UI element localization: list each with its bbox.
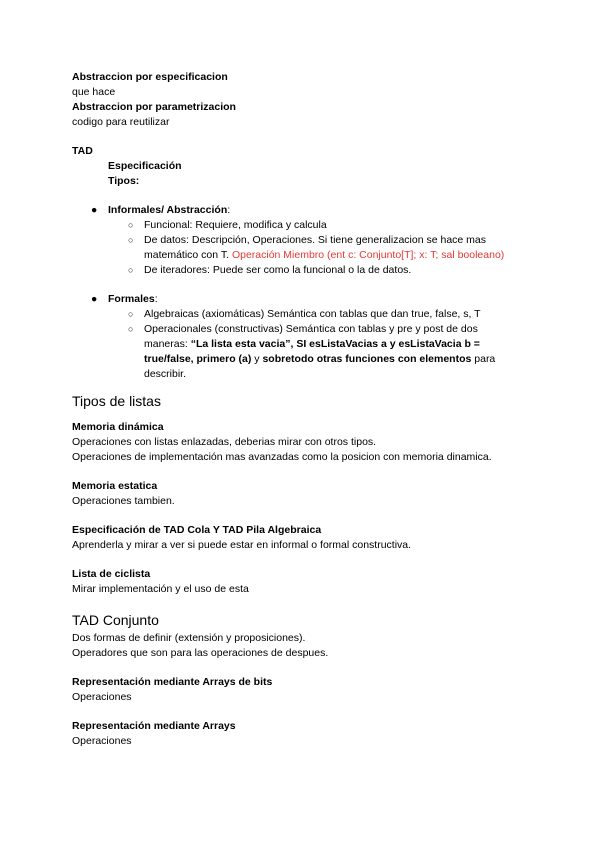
heading-tad-conjunto: TAD Conjunto	[72, 612, 159, 628]
heading-lista-ciclista: Lista de ciclista	[72, 568, 151, 580]
circle-bullet-icon: ○	[128, 265, 134, 275]
heading-tipos-listas: Tipos de listas	[72, 393, 161, 409]
document-page: Abstraccion por especificacion que hace Abstraccion por parametrizacion codigo para reutilizar TAD Especificación Tipos: ● Informales/ Abstracción: ○ Funcional: Requiere, modifica y calcula ○ De datos: Descripción, Operaciones. Si tiene generalizacion se hace mas matemático con T. Operación Miembro (ent c: Conjunto[T]; x: T; sal booleano) ○ De iteradores: Puede ser como la funcional o la de datos. ● Formales: ○ Algebraicas (axiomáticas) Semántica con tablas que dan true, false, s, T ○ Operacionales (constructivas) Semántica con tablas y pre y post de dos maneras: “La lista esta vacia”, SI esListaVacias a y esListaVacia b = true/false, primero (a) y sobretodo otras funciones con elementos para describir. Tipos de listas Memoria dinámica Operaciones con listas enlazadas, deberias mirar con otros tipos. Operaciones de implementación mas avanzadas como la posicion con memoria dinamica. Memoria estatica Operaciones tambien. Especificación de TAD Cola Y TAD Pila Algebraica Aprenderla y mirar a ver si puede estar en informal o formal constructiva. Lista de ciclista Mirar implementación y el uso de esta TAD Conjunto Dos formas de definir (extensión y proposiciones). Operadores que son para las operaciones de despues. Representación mediante Arrays de bits Operaciones Representación mediante Arrays Operaciones	[72, 70, 542, 749]
text-codigo-reutilizar: codigo para reutilizar	[72, 116, 170, 128]
heading-abstraccion-especificacion: Abstraccion por especificacion	[72, 71, 228, 83]
heading-arrays: Representación mediante Arrays	[72, 720, 236, 732]
circle-bullet-icon: ○	[128, 324, 134, 334]
sublist-item: ○ Operacionales (constructivas) Semántica con tablas y pre y post de dos maneras: “La lista esta vacia”, SI esListaVacias a y esListaVacia b = true/false, primero (a) y sobretodo otras funciones con elementos para describir.	[128, 323, 496, 380]
heading-especificacion-cola-pila: Especificación de TAD Cola Y TAD Pila Algebraica	[72, 524, 322, 536]
tad-tipos: Tipos:	[108, 175, 140, 187]
sublist-item: ○ Funcional: Requiere, modifica y calcula	[128, 219, 327, 231]
list-item-informales: ● Informales/ Abstracción:	[91, 204, 231, 216]
informales-label: Informales/ Abstracción	[108, 204, 228, 216]
list-item-formales: ● Formales:	[91, 293, 158, 305]
heading-tad: TAD	[72, 145, 93, 157]
bullet-icon: ●	[91, 293, 98, 305]
circle-bullet-icon: ○	[128, 235, 134, 245]
circle-bullet-icon: ○	[128, 220, 134, 230]
heading-arrays-bits: Representación mediante Arrays de bits	[72, 676, 273, 688]
sublist-item: ○ Algebraicas (axiomáticas) Semántica con tablas que dan true, false, s, T	[128, 308, 481, 320]
operacion-miembro-text: Operación Miembro (ent c: Conjunto[T]; x: T; sal booleano)	[231, 249, 505, 261]
tad-especificacion: Especificación	[108, 160, 182, 172]
heading-memoria-estatica: Memoria estatica	[72, 480, 158, 492]
heading-abstraccion-parametrizacion: Abstraccion por parametrizacion	[72, 101, 236, 113]
formales-label: Formales	[108, 293, 155, 305]
sublist-item: ○ De iteradores: Puede ser como la funcional o la de datos.	[128, 264, 412, 276]
bullet-icon: ●	[91, 204, 98, 216]
heading-memoria-dinamica: Memoria dinámica	[72, 421, 164, 433]
sublist-item: ○ De datos: Descripción, Operaciones. Si tiene generalizacion se hace mas matemático con T. Operación Miembro (ent c: Conjunto[T]; x: T; sal booleano)	[128, 234, 505, 261]
text-que-hace: que hace	[72, 86, 116, 98]
circle-bullet-icon: ○	[128, 309, 134, 319]
